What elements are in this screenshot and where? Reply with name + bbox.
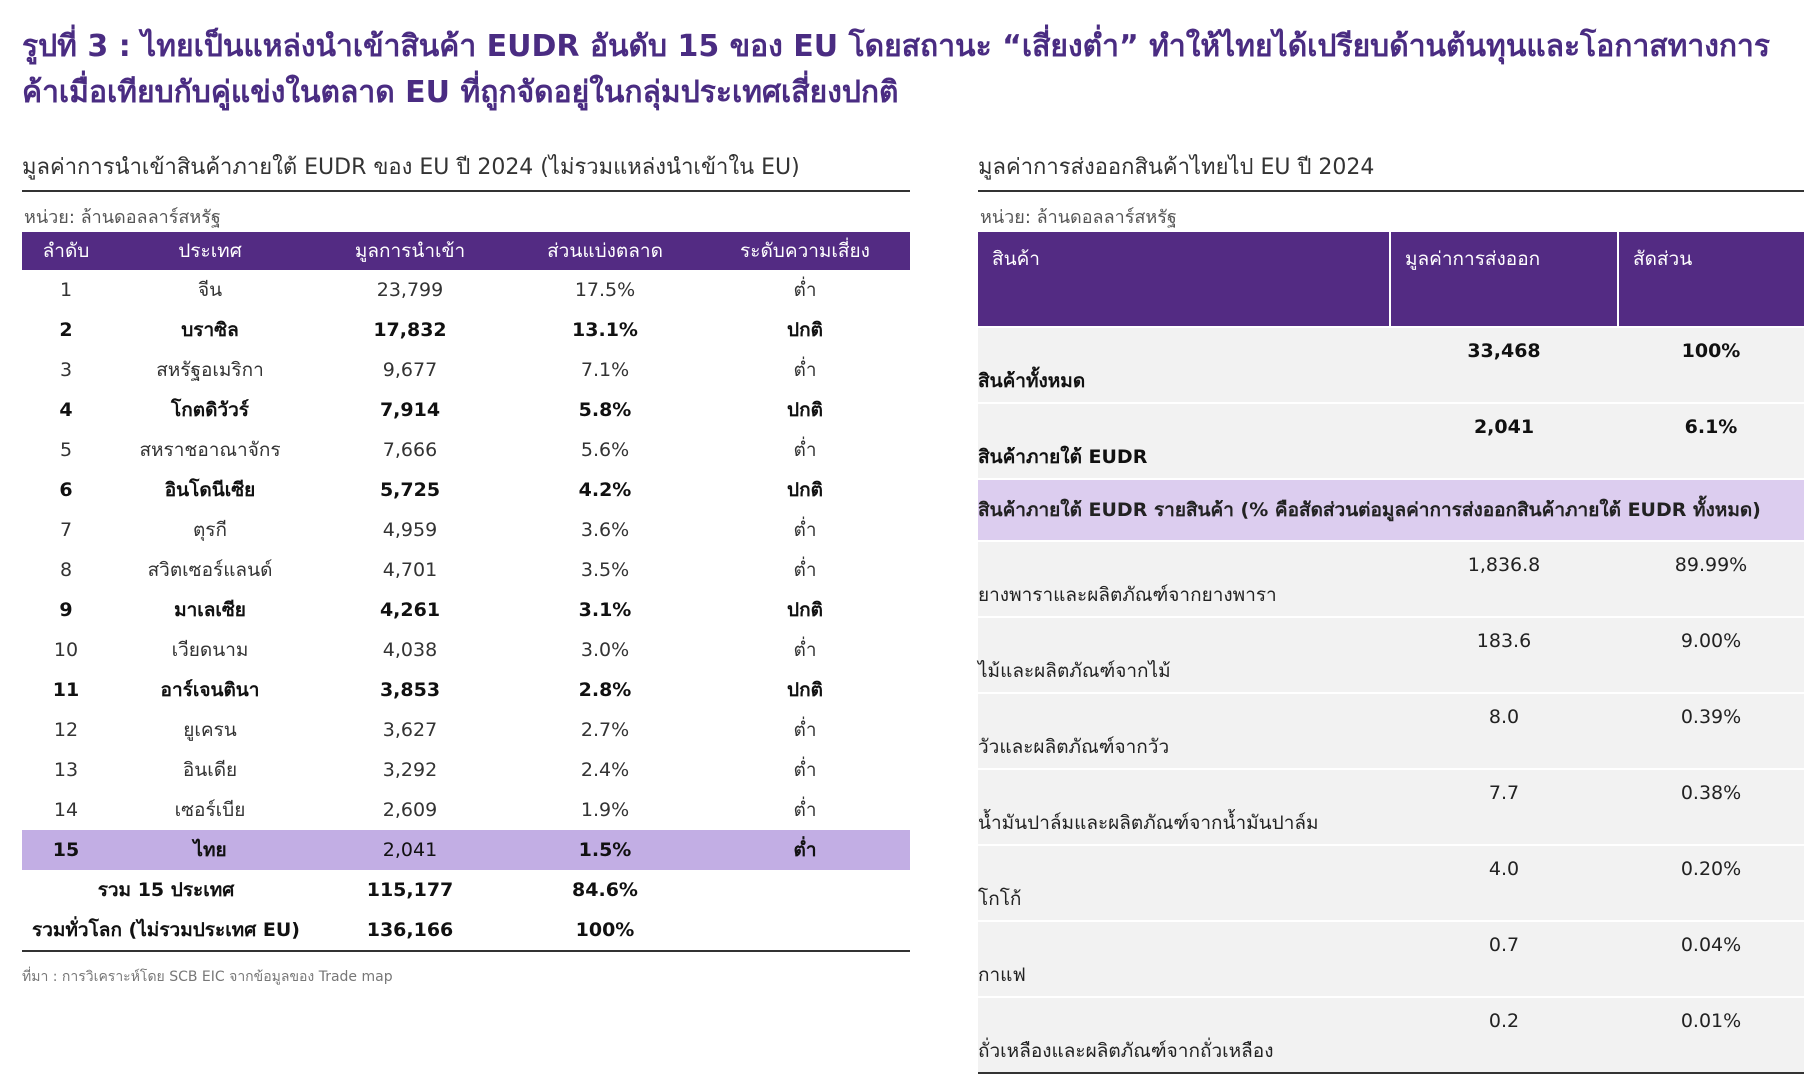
summary-share: 6.1%	[1618, 403, 1804, 479]
total-15-value: 115,177	[366, 879, 454, 901]
source-note: ที่มา : การวิเคราะห์โดย SCB EIC จากข้อมูลของ Trade map	[22, 969, 393, 985]
cell-risk-level: ต่ำ	[793, 759, 817, 781]
cell-rank: 12	[53, 719, 79, 741]
import-row	[22, 710, 910, 750]
import-row	[22, 270, 910, 310]
cell-country: ยูเครน	[183, 719, 237, 741]
export-item-row	[978, 541, 1804, 617]
cell-rank: 14	[53, 799, 79, 821]
cell-import-value: 3,292	[382, 759, 438, 781]
cell-risk-level: ปกติ	[787, 679, 823, 701]
cell-export-value: 7.7	[1390, 769, 1618, 845]
summary-value: 33,468	[1390, 327, 1618, 403]
import-row	[22, 550, 910, 590]
cell-rank: 4	[59, 399, 73, 421]
import-row	[22, 430, 910, 470]
cell-country: ตุรกี	[192, 519, 228, 541]
import-table-title: มูลค่าการนำเข้าสินค้าภายใต้ EUDR ของ EU ปี 2024 (ไม่รวมแหล่งนำเข้าใน EU)	[22, 148, 910, 192]
header-proportion: สัดส่วน	[1618, 232, 1804, 327]
cell-rank: 6	[59, 479, 73, 501]
cell-country: เซอร์เบีย	[174, 799, 246, 821]
export-table-header	[978, 232, 1804, 327]
cell-import-value: 3,627	[382, 719, 438, 741]
cell-country: บราซิล	[181, 319, 239, 341]
cell-country: สหรัฐอเมริกา	[156, 359, 264, 381]
export-item-row	[978, 845, 1804, 921]
header-risk-level: ระดับความเสี่ยง	[700, 232, 910, 270]
import-row	[22, 590, 910, 630]
cell-market-share: 17.5%	[574, 279, 636, 301]
cell-risk-level: ต่ำ	[793, 559, 817, 581]
import-row	[22, 790, 910, 830]
subheader-text: สินค้าภายใต้ EUDR รายสินค้า (% คือสัดส่วนต่อมูลค่าการส่งออกสินค้าภายใต้ EUDR ทั้งหมด)	[978, 479, 1804, 541]
cell-product: ถั่วเหลืองและผลิตภัณฑ์จากถั่วเหลือง	[978, 997, 1390, 1073]
import-row	[22, 630, 910, 670]
cell-country: อินโดนีเซีย	[164, 479, 256, 501]
cell-market-share: 7.1%	[580, 359, 630, 381]
cell-risk-level: ต่ำ	[793, 799, 817, 821]
cell-country: ไทย	[110, 830, 310, 870]
import-row	[22, 670, 910, 710]
cell-country: สหราชอาณาจักร	[139, 439, 281, 461]
eudr-breakdown-subheader	[978, 479, 1804, 541]
cell-import-value: 4,261	[379, 599, 441, 621]
import-row	[22, 510, 910, 550]
cell-country: เวียดนาม	[171, 639, 249, 661]
cell-country: อินเดีย	[182, 759, 238, 781]
import-row	[22, 470, 910, 510]
total-world-share: 100%	[510, 910, 700, 951]
cell-rank: 11	[52, 679, 80, 701]
summary-value: 2,041	[1390, 403, 1618, 479]
cell-import-value: 4,701	[382, 559, 438, 581]
cell-market-share: 4.2%	[578, 479, 632, 501]
cell-market-share: 1.9%	[580, 799, 630, 821]
import-table	[22, 232, 910, 952]
import-row	[22, 750, 910, 790]
cell-risk-level: ต่ำ	[793, 439, 817, 461]
cell-risk-level: ต่ำ	[793, 719, 817, 741]
total-world-label: รวมทั่วโลก (ไม่รวมประเทศ EU)	[22, 910, 310, 951]
cell-rank: 9	[59, 599, 73, 621]
export-item-row	[978, 693, 1804, 769]
header-product: สินค้า	[978, 232, 1390, 327]
cell-country: มาเลเซีย	[174, 599, 246, 621]
import-row	[22, 310, 910, 350]
figure-title: รูปที่ 3 : ไทยเป็นแหล่งนำเข้าสินค้า EUDR อันดับ 15 ของ EU โดยสถานะ “เสี่ยงต่ำ” ทำให้ไทยได้เปรียบด้านต้นทุนและโอกาสทางการค้าเมื่อเทียบกับคู่แข่งในตลาด EU ที่ถูกจัดอยู่ในกลุ่มประเทศเสี่ยงปกติ	[22, 29, 1770, 110]
header-rank: ลำดับ	[22, 232, 110, 270]
header-export-value: มูลค่าการส่งออก	[1390, 232, 1618, 327]
cell-proportion: 89.99%	[1618, 541, 1804, 617]
cell-export-value: 183.6	[1390, 617, 1618, 693]
cell-rank: 1	[59, 279, 73, 301]
header-import-value: มูลการนำเข้า	[310, 232, 510, 270]
cell-risk-level: ต่ำ	[793, 519, 817, 541]
cell-rank: 2	[59, 319, 73, 341]
cell-rank: 8	[59, 559, 73, 581]
import-table-header	[22, 232, 910, 270]
cell-export-value: 0.7	[1390, 921, 1618, 997]
cell-import-value: 9,677	[382, 359, 438, 381]
cell-export-value: 8.0	[1390, 693, 1618, 769]
cell-product: วัวและผลิตภัณฑ์จากวัว	[978, 693, 1390, 769]
export-table	[978, 232, 1804, 1074]
cell-market-share: 3.1%	[578, 599, 632, 621]
summary-name: สินค้าทั้งหมด	[978, 327, 1390, 403]
total-15-share: 84.6%	[572, 879, 638, 901]
cell-rank: 10	[53, 639, 79, 661]
summary-row-eudr	[978, 403, 1804, 479]
export-item-row	[978, 997, 1804, 1073]
header-market-share: ส่วนแบ่งตลาด	[510, 232, 700, 270]
total-15-label: รวม 15 ประเทศ	[97, 879, 235, 901]
total-15-row	[22, 870, 910, 910]
import-unit-label: หน่วย: ล้านดอลลาร์สหรัฐ	[24, 207, 221, 228]
cell-rank: 13	[53, 759, 79, 781]
cell-export-value: 0.2	[1390, 997, 1618, 1073]
cell-risk-level: ปกติ	[787, 479, 823, 501]
cell-risk-level: ปกติ	[787, 599, 823, 621]
header-country: ประเทศ	[110, 232, 310, 270]
cell-import-value: 2,609	[382, 799, 438, 821]
export-item-row	[978, 617, 1804, 693]
cell-market-share: 2.4%	[580, 759, 630, 781]
cell-import-value: 4,038	[382, 639, 438, 661]
cell-country: อาร์เจนตินา	[160, 679, 260, 701]
cell-proportion: 0.39%	[1618, 693, 1804, 769]
cell-market-share: 5.8%	[578, 399, 632, 421]
cell-product: ยางพาราและผลิตภัณฑ์จากยางพารา	[978, 541, 1390, 617]
cell-country: สวิตเซอร์แลนด์	[147, 559, 273, 581]
cell-rank: 5	[59, 439, 73, 461]
cell-country: จีน	[197, 279, 223, 301]
export-unit-label: หน่วย: ล้านดอลลาร์สหรัฐ	[980, 207, 1177, 228]
cell-product: กาแฟ	[978, 921, 1390, 997]
cell-product: ไม้และผลิตภัณฑ์จากไม้	[978, 617, 1390, 693]
cell-proportion: 0.01%	[1618, 997, 1804, 1073]
cell-market-share: 5.6%	[580, 439, 630, 461]
summary-name: สินค้าภายใต้ EUDR	[978, 403, 1390, 479]
cell-risk-level: ต่ำ	[700, 830, 910, 870]
cell-proportion: 9.00%	[1618, 617, 1804, 693]
total-world-row	[22, 910, 910, 951]
cell-rank: 3	[59, 359, 73, 381]
cell-export-value: 4.0	[1390, 845, 1618, 921]
import-row	[22, 830, 910, 870]
export-item-row	[978, 769, 1804, 845]
cell-import-value: 17,832	[373, 319, 447, 341]
cell-product: โกโก้	[978, 845, 1390, 921]
cell-market-share: 1.5%	[510, 830, 700, 870]
summary-share: 100%	[1618, 327, 1804, 403]
import-row	[22, 390, 910, 430]
export-table-title: มูลค่าการส่งออกสินค้าไทยไป EU ปี 2024	[978, 148, 1804, 192]
cell-market-share: 3.6%	[580, 519, 630, 541]
cell-country: โกตดิวัวร์	[171, 399, 249, 421]
summary-row-all	[978, 327, 1804, 403]
cell-risk-level: ต่ำ	[793, 279, 817, 301]
cell-market-share: 3.5%	[580, 559, 630, 581]
cell-proportion: 0.20%	[1618, 845, 1804, 921]
import-row	[22, 350, 910, 390]
cell-proportion: 0.04%	[1618, 921, 1804, 997]
cell-import-value: 2,041	[310, 830, 510, 870]
cell-export-value: 1,836.8	[1390, 541, 1618, 617]
cell-import-value: 7,914	[379, 399, 441, 421]
cell-risk-level: ต่ำ	[793, 359, 817, 381]
cell-rank: 15	[22, 830, 110, 870]
cell-import-value: 4,959	[382, 519, 438, 541]
cell-market-share: 2.8%	[578, 679, 632, 701]
cell-risk-level: ต่ำ	[793, 639, 817, 661]
cell-product: น้ำมันปาล์มและผลิตภัณฑ์จากน้ำมันปาล์ม	[978, 769, 1390, 845]
export-item-row	[978, 921, 1804, 997]
cell-import-value: 7,666	[382, 439, 438, 461]
import-panel	[22, 148, 910, 952]
cell-import-value: 23,799	[376, 279, 444, 301]
cell-risk-level: ปกติ	[787, 399, 823, 421]
cell-market-share: 2.7%	[580, 719, 630, 741]
export-panel	[978, 148, 1804, 1074]
cell-risk-level: ปกติ	[787, 319, 823, 341]
cell-market-share: 3.0%	[580, 639, 630, 661]
cell-import-value: 5,725	[379, 479, 441, 501]
cell-market-share: 13.1%	[572, 319, 638, 341]
cell-import-value: 3,853	[379, 679, 441, 701]
cell-proportion: 0.38%	[1618, 769, 1804, 845]
cell-rank: 7	[59, 519, 73, 541]
total-world-value: 136,166	[310, 910, 510, 951]
